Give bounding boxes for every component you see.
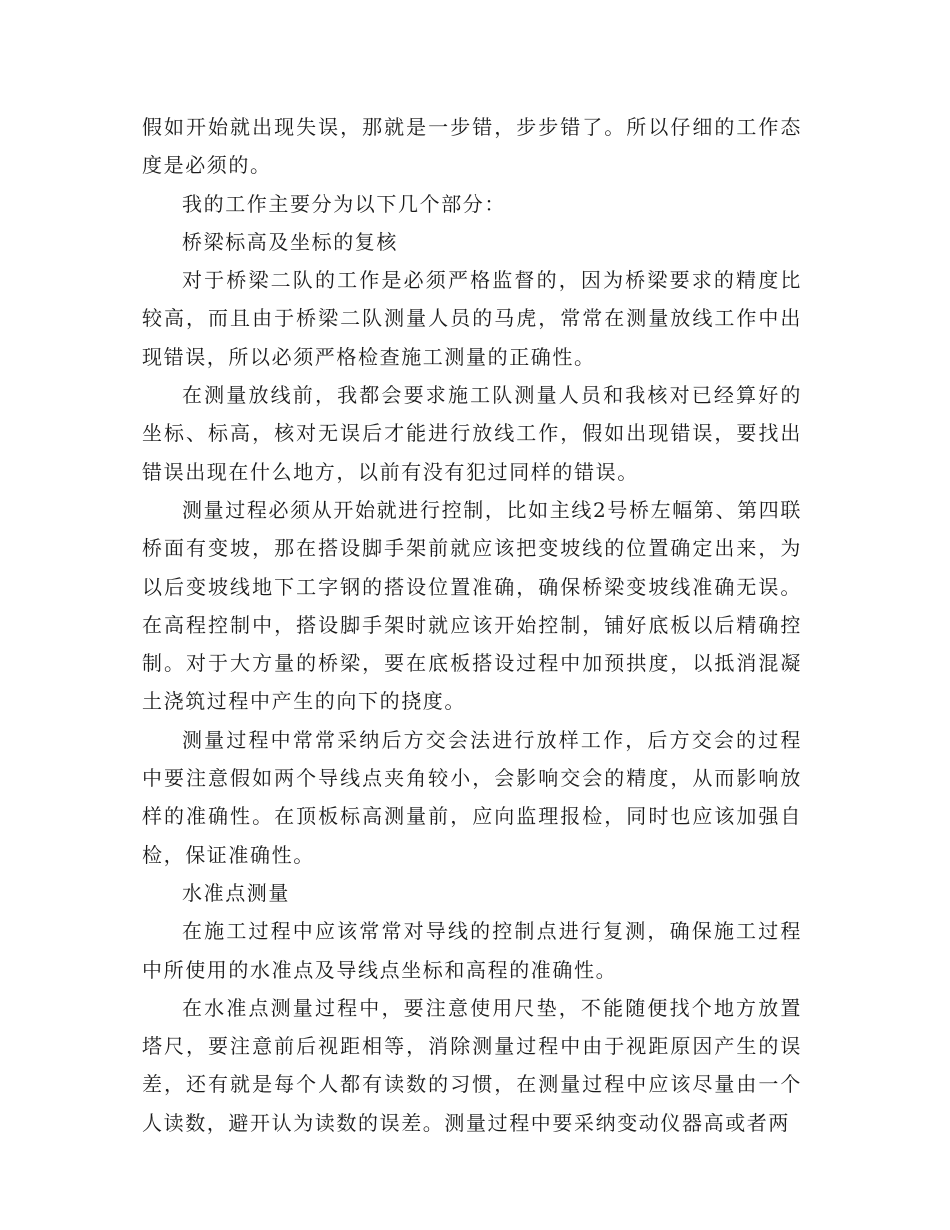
paragraph-intro: 我的工作主要分为以下几个部分： xyxy=(182,191,506,216)
paragraph: 对于桥梁二队的工作是必须严格监督的，因为桥梁要求的精度比较高，而且由于桥梁二队测量人员的马虎，常常在测量放线工作中出现错误，所以必须严格检查施工测量的正确性。 xyxy=(142,268,802,369)
paragraph: 测量过程中常常采纳后方交会法进行放样工作，后方交会的过程中要注意假如两个导线点夹角较小，会影响交会的精度，从而影响放样的准确性。在顶板标高测量前，应向监理报检，同时也应该加强自检，保证准确性。 xyxy=(142,727,802,867)
paragraph-continued: 假如开始就出现失误，那就是一步错，步步错了。所以仔细的工作态度是必须的。 xyxy=(142,115,802,178)
paragraph: 在水准点测量过程中，要注意使用尺垫，不能随便找个地方放置塔尺，要注意前后视距相等，消除测量过程中由于视距原因产生的误差，还有就是每个人都有读数的习惯，在测量过程中应该尽量由一个人读数，避开认为读数的误差。测量过程中要采纳变动仪器高或者两 xyxy=(142,995,802,1135)
section-heading-benchmark: 水准点测量 xyxy=(182,880,290,905)
paragraph: 在施工过程中应该常常对导线的控制点进行复测，确保施工过程中所使用的水准点及导线点坐标和高程的准确性。 xyxy=(142,919,802,982)
paragraph: 在测量放线前，我都会要求施工队测量人员和我核对已经算好的坐标、标高，核对无误后才能进行放线工作，假如出现错误，要找出错误出现在什么地方，以前有没有犯过同样的错误。 xyxy=(142,383,802,484)
paragraph: 测量过程必须从开始就进行控制，比如主线2号桥左幅第、第四联桥面有变坡，那在搭设脚手架前就应该把变坡线的位置确定出来，为以后变坡线地下工字钢的搭设位置准确，确保桥梁变坡线准确无误。在高程控制中，搭设脚手架时就应该开始控制，铺好底板以后精确控制。对于大方量的桥梁，要在底板搭设过程中加预拱度，以抵消混凝土浇筑过程中产生的向下的挠度。 xyxy=(142,497,802,714)
document-body xyxy=(142,108,802,1142)
section-heading-bridge: 桥梁标高及坐标的复核 xyxy=(182,229,398,254)
